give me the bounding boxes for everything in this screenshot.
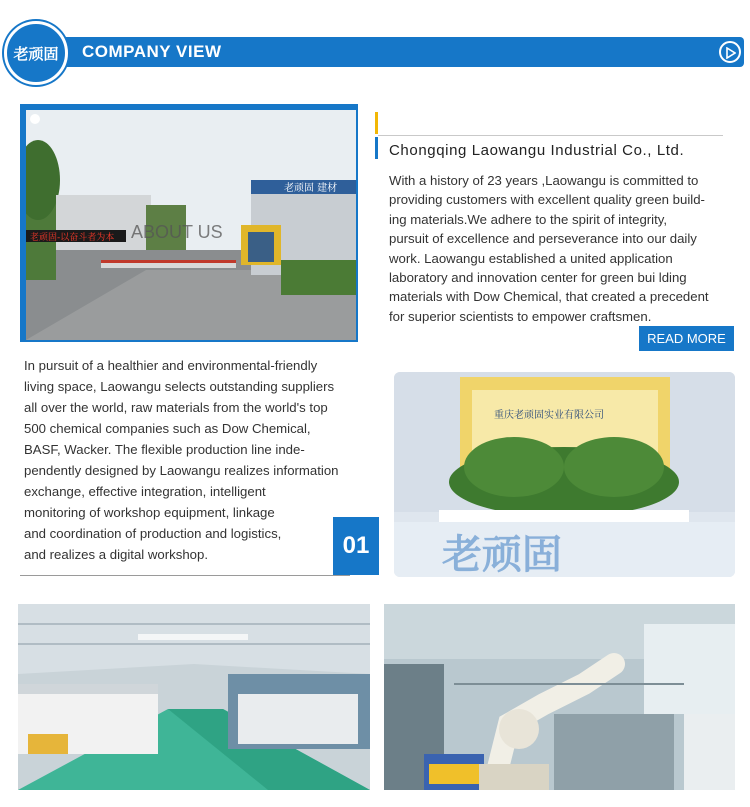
paragraph-line: pendently designed by Laowangu realizes information	[24, 463, 339, 478]
led-banner: 老顽固-以奋斗者为本	[30, 233, 115, 243]
warehouse-photo	[18, 604, 370, 790]
paragraph-line: and realizes a digital workshop.	[24, 547, 208, 562]
robot-workshop-photo	[384, 604, 735, 790]
description-line: for superior scientists to empower craftsmen.	[389, 308, 652, 324]
paragraph-line: monitoring of workshop equipment, linkage	[24, 505, 275, 520]
paragraph-underline	[20, 575, 350, 576]
building-sign: 老顽固 建材	[284, 183, 338, 194]
paragraph-line: In pursuit of a healthier and environmental-friendly	[24, 358, 318, 373]
accent-bar-blue	[375, 137, 378, 159]
section-number-badge: 01	[333, 517, 379, 575]
company-name: Chongqing Laowangu Industrial Co., Ltd.	[389, 142, 685, 159]
logo-text: 老顽固	[13, 44, 59, 63]
description-line: pursuit of excellence and perseverance into our daily	[389, 231, 697, 247]
factory-gate-photo	[26, 110, 356, 340]
wall-sign: 重庆老顽固实业有限公司	[494, 410, 604, 421]
description-line: work. Laowangu established a united application	[389, 250, 673, 266]
paragraph-line: 500 chemical companies such as Dow Chemical,	[24, 421, 311, 436]
description-line: providing customers with excellent quality green build-	[389, 192, 705, 208]
description-line: materials with Dow Chemical, that created a precedent	[389, 289, 709, 305]
pursuit-paragraph	[24, 355, 369, 565]
photo-overlay-text: ABOUT US	[131, 222, 223, 242]
divider-line	[378, 135, 723, 136]
play-circle-icon[interactable]	[719, 41, 741, 63]
paragraph-line: exchange, effective integration, intelligent	[24, 484, 266, 499]
lobby-photo	[394, 372, 735, 577]
brand-logo	[4, 21, 68, 85]
description-line: laboratory and innovation center for green bui lding	[389, 270, 687, 286]
read-more-button[interactable]: READ MORE	[639, 326, 734, 351]
paragraph-line: and coordination of production and logistics,	[24, 526, 282, 541]
accent-bar-yellow	[375, 112, 378, 134]
description-line: ing materials.We adhere to the spirit of integrity,	[389, 211, 668, 227]
paragraph-line: living space, Laowangu selects outstanding suppliers	[24, 379, 335, 394]
paragraph-line: BASF, Wacker. The flexible production line inde-	[24, 442, 305, 457]
floor-logo: 老顽固	[442, 532, 562, 577]
description-line: With a history of 23 years ,Laowangu is committed to	[389, 173, 699, 188]
paragraph-line: all over the world, raw materials from the world's top	[24, 400, 328, 415]
company-description	[389, 171, 734, 326]
decorative-dot	[30, 114, 40, 124]
section-title: COMPANY VIEW	[82, 42, 222, 61]
